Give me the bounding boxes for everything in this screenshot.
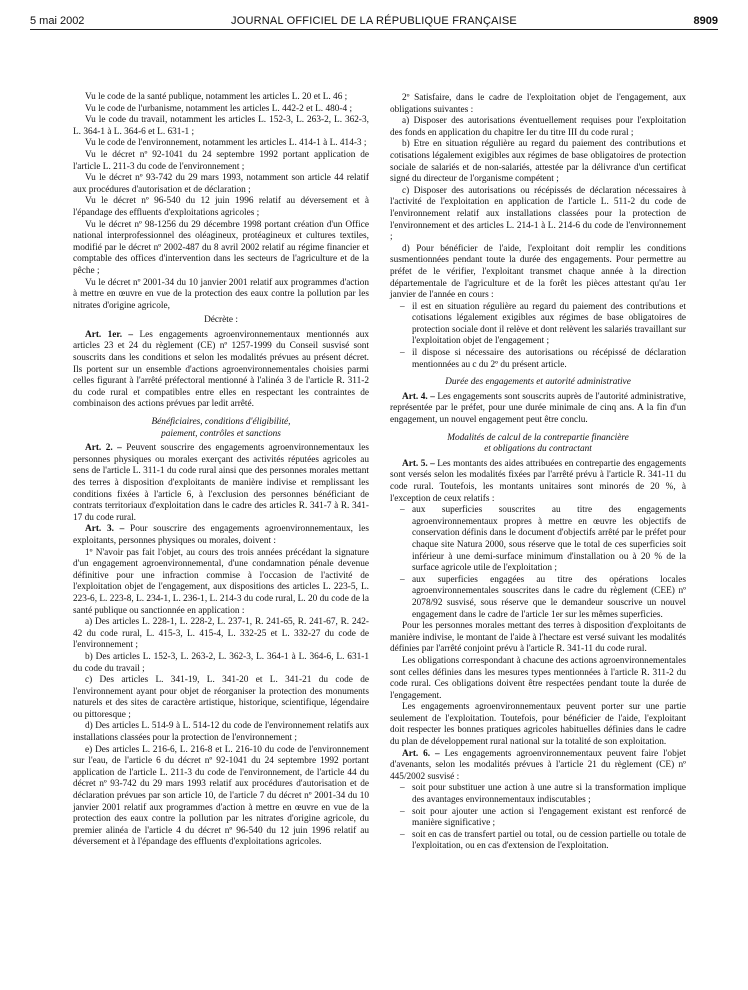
article-4 xyxy=(390,392,686,427)
article-3-e: e) Des articles L. 216-6, L. 216-8 et L. 216-10 du code de l'environnement sur l'eau, de l'article 6 du décret nº 92-1041 du 24 septembre 1992 portant application de l'article L. 211-3 du code de l'environnement, de l'article 44 du décret nº 93-742 du 29 mars 1993 relatif aux procédures d'autorisation et de déclaration prévues par son article 10, de l'article 7 du décret nº 2001-34 du 10 janvier 2001 relatif aux programmes d'action à mettre en œuvre en vue de la protection des eaux contre la pollution par les nitrates d'origine agricole, du premier alinéa de l'article 4 du décret nº 96-540 du 12 juin 1996 relatif au déversement et à l'épandage des effluents d'exploitations agricoles. xyxy=(73,744,369,848)
article-6-list xyxy=(390,783,686,853)
article-5-label: Art. 5. – xyxy=(402,458,435,469)
article-3-text: Pour souscrire des engagements agroenvironnementaux, les exploitants, personnes physiques ou morales, doivent : xyxy=(73,524,370,546)
point-2: 2º Satisfaire, dans le cadre de l'exploitation objet de l'engagement, aux obligations suivantes : xyxy=(390,93,686,115)
visa-8: Vu le décret nº 98-1256 du 29 décembre 1998 portant création d'un Office national interprofessionnel des oléagineux, protéagineux et cultures textiles, modifié par le décret nº 2002-487 du 8 avril 2002 relatif au régime financier et comptable des offices d'intervention dans les secteurs de l'agriculture et de la pêche ; xyxy=(73,219,369,276)
article-1-label: Art. 1er. – xyxy=(85,329,134,340)
list-item: – il dispose si nécessaire des autorisations ou récépissé de déclaration mentionnées au c du 2º du présent article. xyxy=(390,348,686,371)
visa-2: Vu le code de l'urbanisme, notamment les articles L. 442-2 et L. 480-4 ; xyxy=(85,103,353,114)
section-heading-line-1: Bénéficiaires, conditions d'éligibilité, xyxy=(151,417,291,428)
list-item: – aux superficies souscrites au titre des engagements agroenvironnementaux propres à mettre en œuvre les objectifs de conservation définis dans le document d'objectifs arrêté par le préfet pour chaque site Natura 2000, sous réserve que le total de ces superficies soit inférieur à une demi-surface minimum d'installation ou à 20 % de la surface agricole utile de l'exploitation ; xyxy=(390,505,686,575)
article-1-text: Les engagements agroenvironnementaux mentionnés aux articles 23 et 24 du règlement (CE) nº 1257-1999 du Conseil susvisé sont souscrits dans les conditions et selon les modalités prévues au présent décret. Ils portent sur un ensemble d'actions agroenvironnementales choisies parmi celles figurant à l'arrêté préfectoral mentionné à l'alinéa 3 de l'article R. 311-2 du code rural et compatibles entre elles en respectant les contraintes de combinaison des actions prévues par ledit arrêté. xyxy=(73,329,370,410)
list-item: – aux superficies engagées au titre des opérations locales agroenvironnementales souscrites dans le cadre du règlement (CEE) nº 2078/92 susvisé, sous réserve que le demandeur souscrive un nouvel engagement dans le cadre de l'article 1er sur les mêmes superficies. xyxy=(390,575,686,621)
article-6-label: Art. 6. – xyxy=(402,748,440,759)
article-3-c: c) Des articles L. 341-19, L. 341-20 et L. 341-21 du code de l'environnement ayant pour objet de réorganiser la protection des monuments naturels et des sites de caractère artistique, historique, scientifique, légendaire ou pittoresque ; xyxy=(73,675,369,720)
visa-1: Vu le code de la santé publique, notamment les articles L. 20 et L. 46 ; xyxy=(85,92,348,102)
point-2-a: a) Disposer des autorisations éventuellement requises pour l'exploitation des fonds en application du chapitre Ier du titre III du code rural ; xyxy=(390,116,686,138)
point-2-c: c) Disposer des autorisations ou récépissés de déclaration nécessaires à l'activité de l'exploitation en application de l'article L. 511-2 du code de l'environnement relatif aux installations classées pour la protection de l'environnement et des articles L. 214-1 à L. 214-6 du code de l'environnement ; xyxy=(390,185,686,243)
list-item: – soit pour ajouter une action si l'engagement existant est renforcé de manière significative ; xyxy=(390,807,686,830)
section-heading-line-2: paiement, contrôles et sanctions xyxy=(161,428,281,439)
article-2-text: Peuvent souscrire des engagements agroenvironnementaux les personnes physiques ou morales exerçant des activités réputées agricoles au sens de l'article L. 311-1 du code rural ainsi que des personnes morales mettant des terres à disposition d'exploitants de manière indivise et remplissant les conditions fixées à l'article 6, à l'exclusion des personnes bénéficiant de contrats territoriaux d'exploitation dans le cadre des articles R. 341-7 à R. 341-17 du code rural. xyxy=(73,443,370,523)
header-page-number: 8909 xyxy=(693,15,718,27)
decrete-label: Décrète : xyxy=(204,315,238,326)
article-5-paragraph-3: Les obligations correspondant à chacune des actions agroenvironnementales sont celles définies dans les mesures types mentionnées à l'article R. 311-2 du code rural. Ces obligations doivent être respectées pendant toute la durée de l'engagement. xyxy=(390,655,686,701)
article-3 xyxy=(73,524,369,547)
visa-7: Vu le décret nº 96-540 du 12 juin 1996 relatif au déversement et à l'épandage des effluents d'exploitations agricoles ; xyxy=(73,196,369,218)
article-6-text: Les engagements agroenvironnementaux peuvent faire l'objet d'avenants, selon les modalités prévues à l'article 21 du règlement (CE) nº 445/2002 susvisé : xyxy=(390,748,687,782)
point-2-b: b) Etre en situation régulière au regard du paiement des contributions et cotisations légalement exigibles aux régimes de base obligatoires de protection sociale de salariés et de non-salariés, attestée par la délivrance d'un certificat signé du directeur de l'organisme compétent ; xyxy=(390,139,686,185)
article-4-text: Les engagements sont souscrits auprès de l'autorité administrative, représentée par le préfet, pour une durée minimale de cinq ans. A la fin d'un engagement, un nouvel engagement peut être conclu. xyxy=(390,391,687,426)
article-2 xyxy=(73,443,369,524)
article-5 xyxy=(390,459,686,505)
article-5-text: Les montants des aides attribuées en contrepartie des engagements sont versés selon les modalités fixées par l'arrêté prévu à l'article R. 341-11 du code rural. Toutefois, les montants unitaires sont minorés de 20 %, à l'exception de ceux relatifs : xyxy=(390,458,687,504)
point-2-d-list xyxy=(390,302,686,372)
right-column xyxy=(390,93,686,853)
article-3-d: d) Des articles L. 514-9 à L. 514-12 du code de l'environnement relatifs aux installations classées pour la protection de l'environnement ; xyxy=(73,721,369,744)
article-1 xyxy=(73,330,369,411)
page-header xyxy=(30,9,718,31)
list-item: – soit en cas de transfert partiel ou total, ou de cession partielle ou totale de l'exploitation, ou en cas d'extension de l'exploitation. xyxy=(390,830,686,853)
article-6 xyxy=(390,749,686,784)
point-2-d: d) Pour bénéficier de l'aide, l'exploitant doit remplir les conditions susmentionnées pendant toute la durée des engagements. Pour permettre au préfet de le vérifier, l'exploitant transmet chaque année à la direction départementale de l'agriculture et de la forêt les pièces attestant qu'au 1er janvier de l'année en cours : xyxy=(390,243,686,301)
section-heading-modalites xyxy=(390,433,686,456)
header-date: 5 mai 2002 xyxy=(30,15,85,27)
header-title: JOURNAL OFFICIEL DE LA RÉPUBLIQUE FRANÇAISE xyxy=(231,15,517,27)
list-item: – il est en situation régulière au regard du paiement des contributions et cotisations légalement exigibles aux régimes de base obligatoires de protection sociale dont il relève et dont relèvent les salariés travaillant sur l'exploitation objet de l'engagement ; xyxy=(390,302,686,348)
article-2-label: Art. 2. – xyxy=(85,443,122,454)
article-4-label: Art. 4. – xyxy=(402,391,435,402)
section-heading-line-1: Modalités de calcul de la contrepartie financière xyxy=(447,432,629,443)
visa-3: Vu le code du travail, notamment les articles L. 152-3, L. 263-2, L. 362-3, L. 364-1 à L. 364-6 et L. 631-1 ; xyxy=(73,115,369,137)
header-rule xyxy=(30,29,718,30)
article-5-list xyxy=(390,505,686,621)
section-heading-line-2: et obligations du contractant xyxy=(484,444,592,455)
article-5-paragraph-2: Pour les personnes morales mettant des terres à disposition d'exploitants de manière indivise, le montant de l'aide à l'hectare est versé suivant les modalités définies par l'arrêté conjoint prévu à l'article R. 341-11 du code rural. xyxy=(390,621,686,655)
visa-6: Vu le décret nº 93-742 du 29 mars 1993, notamment son article 44 relatif aux procédures d'autorisation et de déclaration ; xyxy=(73,173,369,195)
list-item: – soit pour substituer une action à une autre si la transformation implique des avantages environnementaux indiscutables ; xyxy=(390,783,686,806)
visa-9: Vu le décret nº 2001-34 du 10 janvier 2001 relatif aux programmes d'action à mettre en œuvre en vue de la protection des eaux contre la pollution par les nitrates d'origine agricole, xyxy=(73,277,369,311)
visa-5: Vu le décret nº 92-1041 du 24 septembre 1992 portant application de l'article L. 211-3 du code de l'environnement ; xyxy=(73,149,369,172)
visa-4: Vu le code de l'environnement, notamment les articles L. 414-1 à L. 414-3 ; xyxy=(85,138,367,149)
article-3-b: b) Des articles L. 152-3, L. 263-2, L. 362-3, L. 364-1 à L. 364-6, L. 631-1 du code du travail ; xyxy=(73,651,369,674)
section-heading-beneficiaires xyxy=(73,417,369,440)
article-3-label: Art. 3. – xyxy=(85,524,125,535)
left-column xyxy=(73,92,369,849)
article-3-point-1: 1º N'avoir pas fait l'objet, au cours des trois années précédant la signature d'un engagement agroenvironnemental, d'une condamnation pénale devenue définitive pour une infraction commise à l'occasion de l'activité de l'exploitation objet de l'engagement, aux dispositions des articles L. 223-5, L. 223-6, L. 223-8, L. 234-1, L. 236-1, L. 214-3 du code rural, L. 20 du code de la santé publique ou sanctionnée en application : xyxy=(73,547,369,616)
article-3-a: a) Des articles L. 228-1, L. 228-2, L. 237-1, R. 241-65, R. 241-67, R. 242-42 du code rural, L. 415-3, L. 415-4, L. 332-25 et L. 332-27 du code de l'environnement ; xyxy=(73,617,369,651)
article-5-paragraph-4: Les engagements agroenvironnementaux peuvent porter sur une partie seulement de l'exploitation. Toutefois, pour bénéficier de l'aide, l'exploitant doit respecter les bonnes pratiques agricoles habituelles définies dans le cadre du plan de développement rural national sur la totalité de son exploitation. xyxy=(390,702,686,748)
section-heading-duree: Durée des engagements et autorité administrative xyxy=(445,377,631,388)
